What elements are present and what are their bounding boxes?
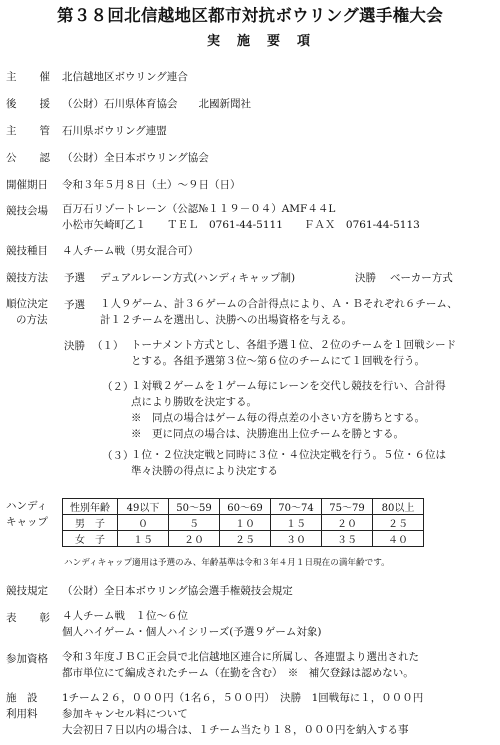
ranking-qual-label: 予選 [64,299,85,311]
handicap-label [6,498,48,530]
ranking-label-line-2: の方法 [16,314,48,326]
organizer-value: 北信越地区ボウリング連合 [62,71,188,83]
ranking-item1-text [131,337,456,369]
handicap-header-cell: 70～74 [271,499,322,515]
method-final-label: 決勝 [355,272,376,284]
eligibility-value [62,649,419,681]
handicap-row-female [63,531,424,547]
method-qual-label: 予選 [64,272,85,284]
ranking-label [6,296,48,328]
handicap-cell: 女 子 [63,531,118,547]
certified-label: 公 認 [6,152,50,164]
handicap-header-cell: 性別年齢 [63,499,118,515]
ranking-qual-line-1: １人９ゲーム、計３６ゲームの合計得点により、Ａ・Ｂそれぞれ６チーム、 [100,298,458,310]
ranking-item2-line-1: １対戦２ゲームを１ゲーム毎にレーンを交代し競技を行い、合計得 [131,380,446,392]
handicap-cell: ２５ [220,531,271,547]
ranking-qual-text [100,296,458,328]
handicap-label-line-1: ハンディ [6,500,48,512]
ranking-item2-text [131,378,446,410]
fees-line-3: 大会初日７日以内の場合は、１チーム当たり１８，０００円を納入する事 [62,724,409,736]
ranking-label-line-1: 順位決定 [6,298,48,310]
document-subtitle: 実施要項 [206,34,327,49]
handicap-cell: ５ [169,515,220,531]
awards-value [62,608,321,640]
venue-value [62,201,420,233]
handicap-cell: ２０ [169,531,220,547]
ranking-notes [131,410,425,442]
handicap-header-row [63,499,424,515]
venue-line-1: 百万石リゾートレーン（公認№１１９－０４）AMF４４L [62,203,336,215]
handicap-label-line-2: キャップ [6,516,48,528]
ranking-note-1: ※ 同点の場合はゲーム毎の得点差の小さい方を勝ちとする。 [131,412,425,424]
awards-label: 表 彰 [6,612,50,624]
dates-label: 開催期日 [6,179,48,191]
handicap-cell: １０ [220,515,271,531]
handicap-header-cell: 75～79 [322,499,373,515]
ranking-item2-number: （２） [102,381,134,393]
handicap-cell: ３０ [271,531,322,547]
method-qual-value: デュアルレーン方式(ハンディキャップ制) [100,272,296,284]
event-value: ４人チーム戦（男女混合可） [62,245,199,257]
fees-line-2: 参加キャンセル料について [62,708,188,720]
ranking-item1-line-1: トーナメント方式とし、各組予選１位、２位のチームを１回戦シード [131,339,457,351]
handicap-cell: ２０ [322,515,373,531]
ranking-item2-line-2: 点により勝敗を決定する。 [131,396,257,408]
handicap-cell: ０ [118,515,169,531]
ranking-item3-line-2: 準々決勝の得点により決定する [131,465,278,477]
management-value: 石川県ボウリング連盟 [62,125,167,137]
handicap-cell: １５ [271,515,322,531]
handicap-header-cell: 80以上 [373,499,424,515]
venue-label: 競技会場 [6,205,48,217]
handicap-table [62,498,424,547]
handicap-note: ハンディキャップ適用は予選のみ、年齢基準は令和３年４月１日現在の満年齢です。 [64,558,390,568]
ranking-item3-number: （３） [102,450,134,462]
handicap-cell: 男 子 [63,515,118,531]
eligibility-label: 参加資格 [6,653,48,665]
dates-value: 令和３年５月８日（土）～９日（日） [62,179,241,191]
venue-line-2: 小松市矢崎町乙１ ＴＥＬ 0761-44-5111 ＦＡＸ 0761-44-5113 [62,219,420,231]
fees-label-line-1: 施 設 [6,692,38,704]
rules-value: （公財）全日本ボウリング協会選手権競技会規定 [62,585,293,597]
fees-label [6,690,38,722]
method-final-value: ベーカー方式 [390,272,453,284]
awards-line-1: ４人チーム戦 １位～６位 [62,610,188,622]
fees-value [62,690,423,738]
handicap-cell: ４０ [373,531,424,547]
fees-label-line-2: 利用料 [6,708,38,720]
ranking-qual-line-2: 計１２チームを選出し、決勝への出場資格を与える。 [100,314,352,326]
handicap-cell: １５ [118,531,169,547]
fees-line-1: 1チーム２６，０００円（1名６，５００円） 決勝 1回戦毎に１，０００円 [62,692,424,704]
rules-label: 競技規定 [6,585,48,597]
organizer-label: 主 催 [6,71,50,83]
ranking-item1-line-2: とする。各組予選第３位～第６位のチームにて１回戦を行う。 [131,355,425,367]
ranking-final-label: 決勝 [64,340,85,352]
supporters-label: 後 援 [6,98,50,110]
event-label: 競技種目 [6,245,48,257]
eligibility-line-2: 都市単位にて編成されたチーム（在勤を含む） ※ 補欠登録は認めない。 [62,667,414,679]
handicap-cell: ３５ [322,531,373,547]
handicap-cell: ２５ [373,515,424,531]
ranking-item3-line-1: １位・２位決定戦と同時に３位・４位決定戦を行う。５位・６位は [131,449,446,461]
certified-value: （公財）全日本ボウリング協会 [62,152,209,164]
handicap-row-male [63,515,424,531]
ranking-item1-number: （１） [92,340,124,352]
document-title: 第３８回北信越地区都市対抗ボウリング選手権大会 [56,6,444,25]
handicap-header-cell: 60～69 [220,499,271,515]
ranking-note-2: ※ 更に同点の場合は、決勝進出上位チームを勝とする。 [131,428,404,440]
management-label: 主 管 [6,125,50,137]
handicap-header-cell: 50～59 [169,499,220,515]
awards-line-2: 個人ハイゲーム・個人ハイシリーズ(予選９ゲーム対象) [62,626,322,638]
supporters-value: （公財）石川県体育協会 北國新聞社 [62,98,251,110]
method-label: 競技方法 [6,272,48,284]
ranking-item3-text [131,447,446,479]
handicap-header-cell: 49以下 [118,499,169,515]
eligibility-line-1: 令和３年度ＪＢＣ正会員で北信越地区連合に所属し、各連盟より選出された [62,651,419,663]
